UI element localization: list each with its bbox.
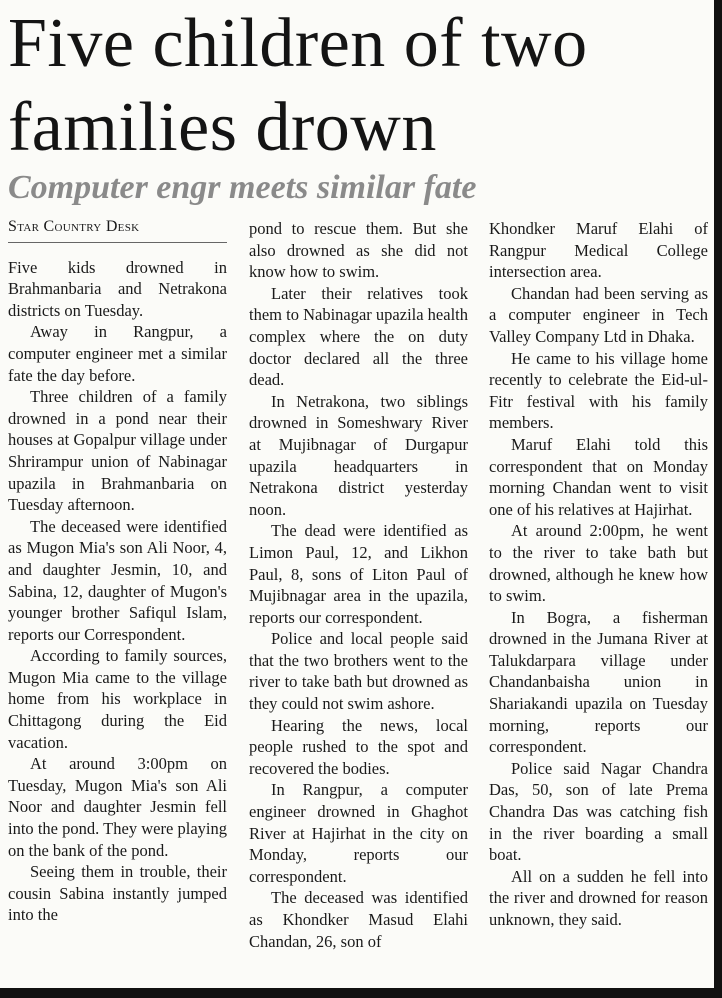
paragraph: According to family sources, Mugon Mia came to the village home from his workplace in Chittagong during the Eid vacation. xyxy=(8,646,227,752)
paragraph: Three children of a family drowned in a pond near their houses at Gopalpur village under Shrirampur union of Nabinagar upazila in Brahmanbaria on Tuesday afternoon. xyxy=(8,387,227,515)
paragraph: The deceased was identified as Khondker Masud Elahi Chandan, 26, son of xyxy=(249,888,468,951)
paragraph: Seeing them in trouble, their cousin Sabina instantly jumped into the xyxy=(8,862,227,925)
paragraph: pond to rescue them. But she also drowned as she did not know how to swim. xyxy=(249,219,468,282)
paragraph: In Rangpur, a computer engineer drowned in Ghaghot River at Hajirhat in the city on Monday, reports our correspondent. xyxy=(249,780,468,886)
paragraph: In Bogra, a fisherman drowned in the Jumana River at Talukdarpara village under Chandanbaisha union in Shariakandi upazila on Tuesday morning, reports our correspondent. xyxy=(489,607,708,757)
subhead: Computer engr meets similar fate xyxy=(8,169,477,206)
paragraph: Hearing the news, local people rushed to the spot and recovered the bodies. xyxy=(249,715,468,778)
paragraph: Chandan had been serving as a computer engineer in Tech Valley Company Ltd in Dhaka. xyxy=(489,283,708,346)
paragraph: Police said Nagar Chandra Das, 50, son of late Prema Chandra Das was catching fish in the river boarding a small boat. xyxy=(489,758,708,865)
paragraph: The dead were identified as Limon Paul, 12, and Likhon Paul, 8, sons of Liton Paul of Mujibnagar area in the upazila, reports our correspondent. xyxy=(249,521,468,627)
paragraph: In Netrakona, two siblings drowned in Someshwary River at Mujibnagar of Durgapur upazila headquarters in Netrakona district yesterday noon. xyxy=(249,391,468,519)
desk-byline: Star Country Desk xyxy=(8,216,227,243)
headline: Five children of two families drown xyxy=(8,5,588,166)
paragraph: At around 2:00pm, he went to the river to take bath but drowned, although he knew how to swim. xyxy=(489,521,708,606)
paragraph: Five kids drowned in Brahmanbaria and Netrakona districts on Tuesday. xyxy=(8,257,227,320)
paragraph: He came to his village home recently to celebrate the Eid-ul-Fitr festival with his family members. xyxy=(489,348,708,433)
column-3 xyxy=(489,218,708,990)
paragraph: At around 3:00pm on Tuesday, Mugon Mia's son Ali Noor and daughter Jesmin fell into the pond. They were playing on the bank of the pond. xyxy=(8,754,227,860)
paragraph: Khondker Maruf Elahi of Rangpur Medical College intersection area. xyxy=(489,219,708,282)
column-1 xyxy=(8,216,227,988)
paragraph: Away in Rangpur, a computer engineer met a similar fate the day before. xyxy=(8,322,227,385)
paragraph: Maruf Elahi told this correspondent that on Monday morning Chandan went to visit one of his relatives at Hajirhat. xyxy=(489,434,708,519)
column-2 xyxy=(249,218,468,990)
paragraph: All on a sudden he fell into the river and drowned for reason unknown, they said. xyxy=(489,866,708,929)
paragraph: The deceased were identified as Mugon Mia's son Ali Noor, 4, and daughter Jesmin, 10, and Sabina, 12, daughter of Mugon's younger brother Safiqul Islam, reports our Correspondent. xyxy=(8,516,227,644)
paragraph: Police and local people said that the two brothers went to the river to take bath but drowned as they could not swim ashore. xyxy=(249,629,468,714)
paragraph: Later their relatives took them to Nabinagar upazila health complex where the on duty doctor declared all the three dead. xyxy=(249,283,468,390)
